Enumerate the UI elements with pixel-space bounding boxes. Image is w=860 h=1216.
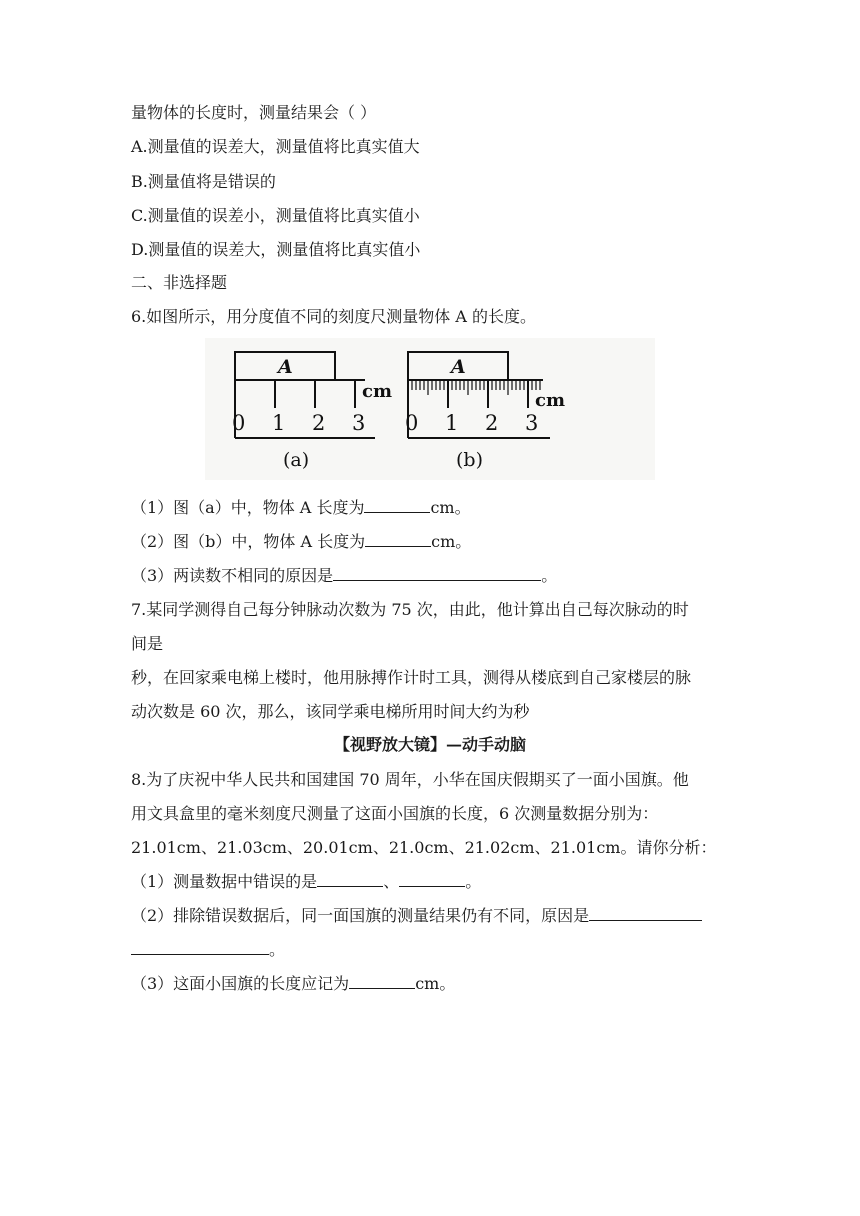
question-8-part-2-cont — [131, 939, 741, 961]
q6-1-text: （1）图（a）中，物体 A 长度为 — [131, 498, 365, 517]
option-b: B.测量值将是错误的 — [131, 172, 276, 191]
answer-blank[interactable] — [365, 531, 431, 547]
q6-2-unit: cm。 — [431, 532, 472, 551]
question-8-part-2 — [131, 905, 741, 927]
question-7-line-1: 7.某同学测得自己每分钟脉动次数为 75 次，由此，他计算出自己每次脉动的时 — [131, 600, 689, 619]
q6-2-text: （2）图（b）中，物体 A 长度为 — [131, 532, 366, 551]
section-title: 【视野放大镜】—动手动脑 — [333, 735, 526, 754]
section-heading: 二、非选择题 — [131, 273, 228, 292]
ruler-figure — [205, 338, 655, 480]
tick-label-a-1: 1 — [272, 411, 286, 435]
unit-label-right: cm — [535, 390, 566, 411]
q8-1-end: 。 — [465, 872, 482, 891]
question-6-part-3 — [131, 565, 741, 587]
question-6-stem: 6.如图所示，用分度值不同的刻度尺测量物体 A 的长度。 — [131, 307, 536, 326]
question-7-line-3: 秒，在回家乘电梯上楼时，他用脉搏作计时工具，测得从楼底到自己家楼层的脉 — [131, 668, 692, 687]
option-a: A.测量值的误差大，测量值将比真实值大 — [131, 137, 420, 156]
tick-label-a-2: 2 — [312, 411, 326, 435]
question-6-part-2 — [131, 531, 741, 553]
object-a-label-right: A — [451, 356, 466, 378]
question-8-part-3 — [131, 973, 741, 995]
ruler-diagram — [205, 338, 655, 480]
question-6-part-1 — [131, 497, 741, 519]
tick-label-b-2: 2 — [485, 411, 499, 435]
answer-blank[interactable] — [333, 565, 541, 581]
question-8-line-1: 8.为了庆祝中华人民共和国建国 70 周年，小华在国庆假期买了一面小国旗。他 — [131, 770, 689, 789]
q6-3-end: 。 — [541, 566, 558, 585]
q8-3-unit: cm。 — [415, 974, 456, 993]
question-8-line-3: 21.01cm、21.03cm、20.01cm、21.0cm、21.02cm、21.01cm。请你分析： — [131, 838, 717, 857]
tick-label-b-0: 0 — [405, 411, 419, 435]
q8-1-sep: 、 — [383, 872, 400, 891]
answer-blank[interactable] — [131, 939, 269, 955]
question-7-line-2: 间是 — [131, 634, 164, 653]
q8-2-text: （2）排除错误数据后，同一面国旗的测量结果仍有不同，原因是 — [131, 906, 590, 925]
caption-a: (a) — [283, 449, 310, 471]
q8-1-text: （1）测量数据中错误的是 — [131, 872, 318, 891]
answer-blank[interactable] — [349, 973, 415, 989]
caption-b: (b) — [456, 449, 483, 471]
option-c: C.测量值的误差小，测量值将比真实值小 — [131, 206, 420, 225]
tick-label-b-1: 1 — [445, 411, 459, 435]
object-a-label-left: A — [278, 356, 293, 378]
unit-label-left: cm — [362, 381, 393, 402]
answer-blank[interactable] — [589, 905, 702, 921]
question-8-part-1 — [131, 871, 741, 893]
answer-blank[interactable] — [317, 871, 383, 887]
question-5-stem-end: 量物体的长度时，测量结果会（ ） — [131, 103, 377, 122]
tick-label-b-3: 3 — [525, 411, 539, 435]
q6-1-unit: cm。 — [430, 498, 471, 517]
answer-blank[interactable] — [364, 497, 430, 513]
q8-2-end: 。 — [269, 940, 286, 959]
tick-label-a-0: 0 — [232, 411, 246, 435]
question-7-line-4: 动次数是 60 次，那么，该同学乘电梯所用时间大约为秒 — [131, 702, 530, 721]
q6-3-text: （3）两读数不相同的原因是 — [131, 566, 334, 585]
answer-blank[interactable] — [399, 871, 465, 887]
option-d: D.测量值的误差大，测量值将比真实值小 — [131, 240, 421, 259]
tick-label-a-3: 3 — [352, 411, 366, 435]
question-8-line-2: 用文具盒里的毫米刻度尺测量了这面小国旗的长度，6 次测量数据分别为： — [131, 804, 659, 823]
q8-3-text: （3）这面小国旗的长度应记为 — [131, 974, 350, 993]
